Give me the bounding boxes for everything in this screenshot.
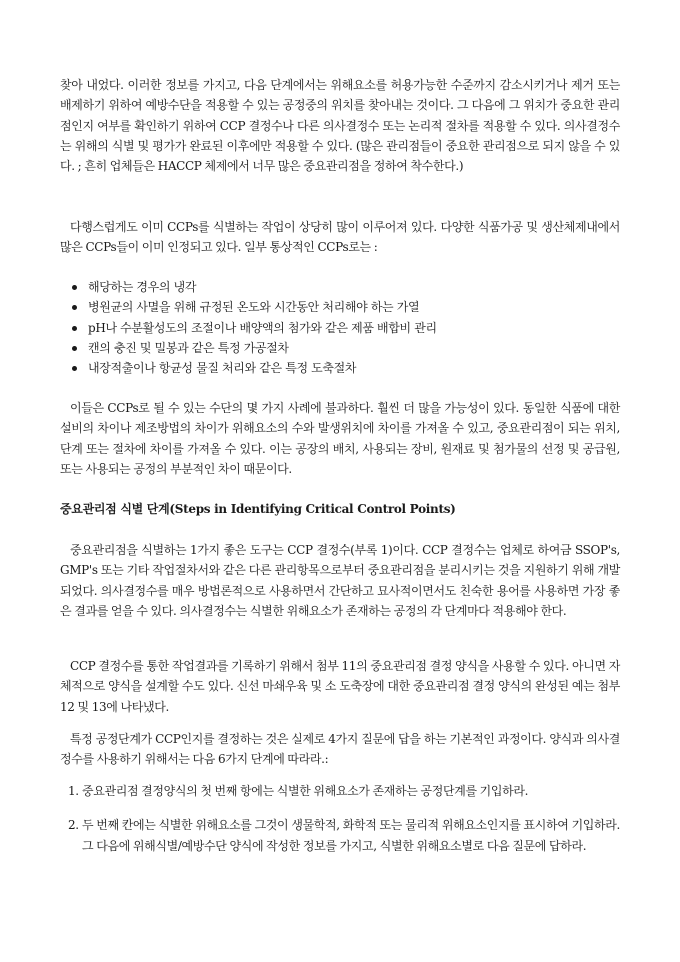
step-number: 1. [68, 784, 79, 798]
paragraph-steps-intro [60, 729, 620, 770]
list-item [60, 815, 620, 856]
list-item: 해당하는 경우의 냉각 [72, 277, 620, 297]
bullet-icon [72, 346, 77, 351]
list-item: 캔의 충진 및 밀봉과 같은 특정 가공절차 [72, 338, 620, 358]
paragraph-text: 중요관리점을 식별하는 1가지 좋은 도구는 CCP 결정수(부록 1)이다. CCP 결정수는 업체로 하여금 SSOP's, GMP's 또는 기타 작업절차서와 같은 다른 관리항목으로부터 중요관리점을 분리시키는 것을 지원하기 위해 개발되었다. 의사결정수를 매우 방법론적으로 사용하면서 간단하고 묘사적이면서도 친숙한 용어를 사용하면 가장 좋은 결과를 얻을 수 있다. 의사결정수는 식별한 위해요소가 존재하는 공정의 각 단계마다 적용해야 한다. [60, 543, 620, 618]
bullet-icon [72, 305, 77, 310]
list-item: 병원균의 사멸을 위해 규정된 온도와 시간동안 처리해야 하는 가열 [72, 297, 620, 317]
step-text: 두 번째 칸에는 식별한 위해요소를 그것이 생물학적, 화학적 또는 물리적 위해요소인지를 표시하여 기입하라. 그 다음에 위해식별/예방수단 양식에 작성한 정보를 가지고, 식별한 위해요소별로 다음 질문에 답하라. [82, 818, 620, 853]
list-item: pH나 수분활성도의 조절이나 배양액의 첨가와 같은 제품 배합비 관리 [72, 318, 620, 338]
paragraph-decision-form [60, 656, 620, 717]
list-item: 내장적출이나 항균성 물질 처리와 같은 특정 도축절차 [72, 358, 620, 378]
paragraph-decision-tree [60, 540, 620, 621]
bullet-icon [72, 285, 77, 290]
paragraph-examples-note [60, 398, 620, 479]
paragraph-text: 이들은 CCPs로 될 수 있는 수단의 몇 가지 사례에 불과하다. 훨씬 더 많을 가능성이 있다. 동일한 식품에 대한 설비의 차이나 제조방법의 차이가 위해요소의 수와 발생위치에 차이를 가져올 수 있고, 중요관리점이 되는 위치, 단계 또는 절차에 차이를 가져올 수 있다. 이는 공장의 배치, 사용되는 장비, 원재료 및 첨가물의 선정 및 공급원, 또는 사용되는 공정의 부분적인 차이 때문이다. [60, 401, 620, 476]
step-text: 중요관리점 결정양식의 첫 번째 항에는 식별한 위해요소가 존재하는 공정단계를 기입하라. [82, 784, 529, 798]
paragraph-text: 찾아 내었다. 이러한 정보를 가지고, 다음 단계에서는 위해요소를 허용가능한 수준까지 감소시키거나 제거 또는 배제하기 위하여 예방수단을 적용할 수 있는 공정중의 위치를 찾아내는 것이다. 그 다음에 그 위치가 중요한 관리점인지 여부를 확인하기 위하여 CCP 결정수나 다른 의사결정수 또는 논리적 절차를 적용할 수 있다. 의사결정수는 위해의 식별 및 평가가 완료된 이후에만 적용할 수 있다. (많은 관리점들이 중요한 관리점으로 되지 않을 수 있다. ; 흔히 업체들은 HACCP 체제에서 너무 많은 중요관리점을 정하여 착수한다.) [60, 78, 620, 174]
bullet-icon [72, 366, 77, 371]
bullet-icon [72, 326, 77, 331]
paragraph-ccps-identified [60, 217, 620, 258]
step-number: 2. [68, 818, 79, 833]
steps-list [60, 781, 620, 856]
section-title: 중요관리점 식별 단계(Steps in Identifying Critical Control Points) [60, 502, 456, 516]
paragraph-text: CCP 결정수를 통한 작업결과를 기록하기 위해서 첨부 11의 중요관리점 결정 양식을 사용할 수 있다. 아니면 자체적으로 양식을 설계할 수도 있다. 신선 마쇄우육 및 소 도축장에 대한 중요관리점 결정 양식의 완성된 예는 첨부 12 및 13에 나타냈다. [60, 659, 620, 714]
list-item [60, 781, 620, 801]
section-heading [60, 499, 620, 519]
paragraph-text: 다행스럽게도 이미 CCPs를 식별하는 작업이 상당히 많이 이루어져 있다. 다양한 식품가공 및 생산체제내에서 많은 CCPs들이 이미 인정되고 있다. 일부 통상적인 CCPs로는 : [60, 220, 620, 255]
paragraph-intro [60, 75, 620, 176]
ccp-examples-list [72, 277, 620, 378]
paragraph-text: 특정 공정단계가 CCP인지를 결정하는 것은 실제로 4가지 질문에 답을 하는 기본적인 과정이다. 양식과 의사결정수를 사용하기 위해서는 다음 6가지 단계에 따라라.: [60, 732, 620, 767]
